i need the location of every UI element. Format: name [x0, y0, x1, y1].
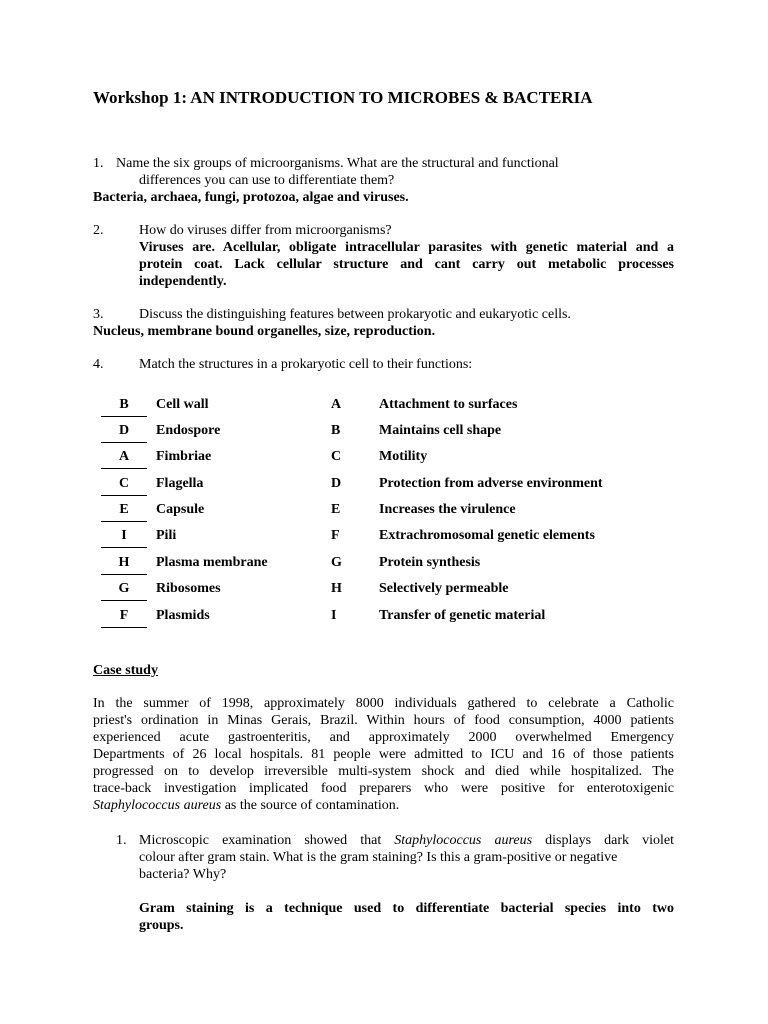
- q3-answer: Nucleus, membrane bound organelles, size, reproduction.: [93, 324, 436, 339]
- case-study-line: experienced acute gastroenteritis, and approximately 2000 overwhelmed Emergency: [93, 730, 674, 745]
- function-letter: E: [331, 502, 341, 517]
- function-letter: G: [331, 555, 342, 570]
- structure-label: Pili: [156, 528, 177, 543]
- q3-number: 3.: [93, 307, 104, 322]
- structure-label: Capsule: [156, 502, 205, 517]
- case-q1-line: bacteria? Why?: [139, 867, 227, 882]
- q2-answer-line: independently.: [139, 274, 227, 289]
- page-title: Workshop 1: AN INTRODUCTION TO MICROBES & BACTERIA: [93, 88, 593, 107]
- q1-question-line2: differences you can use to differentiate them?: [139, 173, 395, 188]
- q2-answer: [139, 239, 674, 290]
- answer-box[interactable]: B: [101, 395, 147, 417]
- function-letter: D: [331, 476, 342, 491]
- case-q1-answer-line: Gram staining is a technique used to differentiate bacterial species into two: [139, 901, 674, 916]
- structure-label: Plasmids: [156, 608, 210, 623]
- q2-answer-line: Viruses are. Acellular, obligate intracellular parasites with genetic material and a: [139, 240, 674, 255]
- q1-question-line1: Name the six groups of microorganisms. What are the structural and functional: [116, 156, 559, 171]
- function-letter: A: [331, 397, 342, 412]
- organism-name: Staphylococcus aureus: [394, 833, 533, 848]
- answer-box[interactable]: F: [101, 606, 147, 628]
- function-label: Maintains cell shape: [379, 423, 502, 438]
- q2-question: How do viruses differ from microorganisms?: [139, 223, 392, 238]
- answer-box[interactable]: A: [101, 447, 147, 469]
- structure-label: Cell wall: [156, 397, 209, 412]
- q1-answer: Bacteria, archaea, fungi, protozoa, algae and viruses.: [93, 190, 409, 205]
- q2-number: 2.: [93, 223, 104, 238]
- case-q1-text: Microscopic examination showed that: [139, 833, 395, 848]
- q1-number: 1.: [93, 156, 104, 171]
- structure-label: Fimbriae: [156, 449, 212, 464]
- case-study-line: trace-back investigation implicated food preparers who were positive for enterotoxigenic: [93, 781, 674, 796]
- q3-question: Discuss the distinguishing features between prokaryotic and eukaryotic cells.: [139, 307, 571, 322]
- function-label: Extrachromosomal genetic elements: [379, 528, 595, 543]
- case-study-line: Departments of 26 local hospitals. 81 people were admitted to ICU and 16 of those patients: [93, 747, 674, 762]
- structure-label: Flagella: [156, 476, 204, 491]
- structure-label: Ribosomes: [156, 581, 221, 596]
- answer-box[interactable]: D: [101, 421, 147, 443]
- case-q1-line: [139, 832, 674, 849]
- case-q1-question: [139, 832, 674, 883]
- answer-box[interactable]: H: [101, 553, 147, 575]
- q4-number: 4.: [93, 357, 104, 372]
- function-label: Protein synthesis: [379, 555, 481, 570]
- case-q1-answer: [139, 900, 674, 934]
- case-study-line: priest's ordination in Minas Gerais, Brazil. Within hours of food consumption, 4000 patients: [93, 713, 674, 728]
- organism-name: Staphylococcus aureus: [93, 798, 222, 813]
- function-letter: C: [331, 449, 342, 464]
- case-q1-answer-line: groups.: [139, 918, 184, 933]
- function-label: Selectively permeable: [379, 581, 509, 596]
- function-letter: F: [331, 528, 340, 543]
- q4-question: Match the structures in a prokaryotic cell to their functions:: [139, 357, 473, 372]
- case-study-line: [93, 797, 674, 814]
- structure-label: Plasma membrane: [156, 555, 268, 570]
- case-study-line: In the summer of 1998, approximately 8000 individuals gathered to celebrate a Catholic: [93, 696, 674, 711]
- answer-box[interactable]: C: [101, 474, 147, 496]
- function-letter: H: [331, 581, 342, 596]
- function-label: Increases the virulence: [379, 502, 516, 517]
- answer-box[interactable]: E: [101, 500, 147, 522]
- case-study-line-rest: as the source of contamination.: [221, 798, 400, 813]
- function-label: Transfer of genetic material: [379, 608, 546, 623]
- case-q1-line: colour after gram stain. What is the gram staining? Is this a gram-positive or negative: [139, 850, 618, 865]
- function-letter: I: [331, 608, 337, 623]
- case-study-heading: Case study: [93, 663, 158, 678]
- function-letter: B: [331, 423, 341, 438]
- function-label: Attachment to surfaces: [379, 397, 518, 412]
- function-label: Protection from adverse environment: [379, 476, 603, 491]
- function-label: Motility: [379, 449, 428, 464]
- case-study-line: progressed on to develop irreversible multi-system shock and died while hospitalized. The: [93, 764, 674, 779]
- case-study-paragraph: [93, 695, 674, 814]
- answer-box[interactable]: I: [101, 526, 147, 548]
- q2-answer-line: protein coat. Lack cellular structure and cant carry out metabolic processes: [139, 257, 674, 272]
- answer-box[interactable]: G: [101, 579, 147, 601]
- case-q1-number: 1.: [116, 833, 127, 848]
- structure-label: Endospore: [156, 423, 221, 438]
- case-q1-text: displays dark violet: [532, 833, 674, 848]
